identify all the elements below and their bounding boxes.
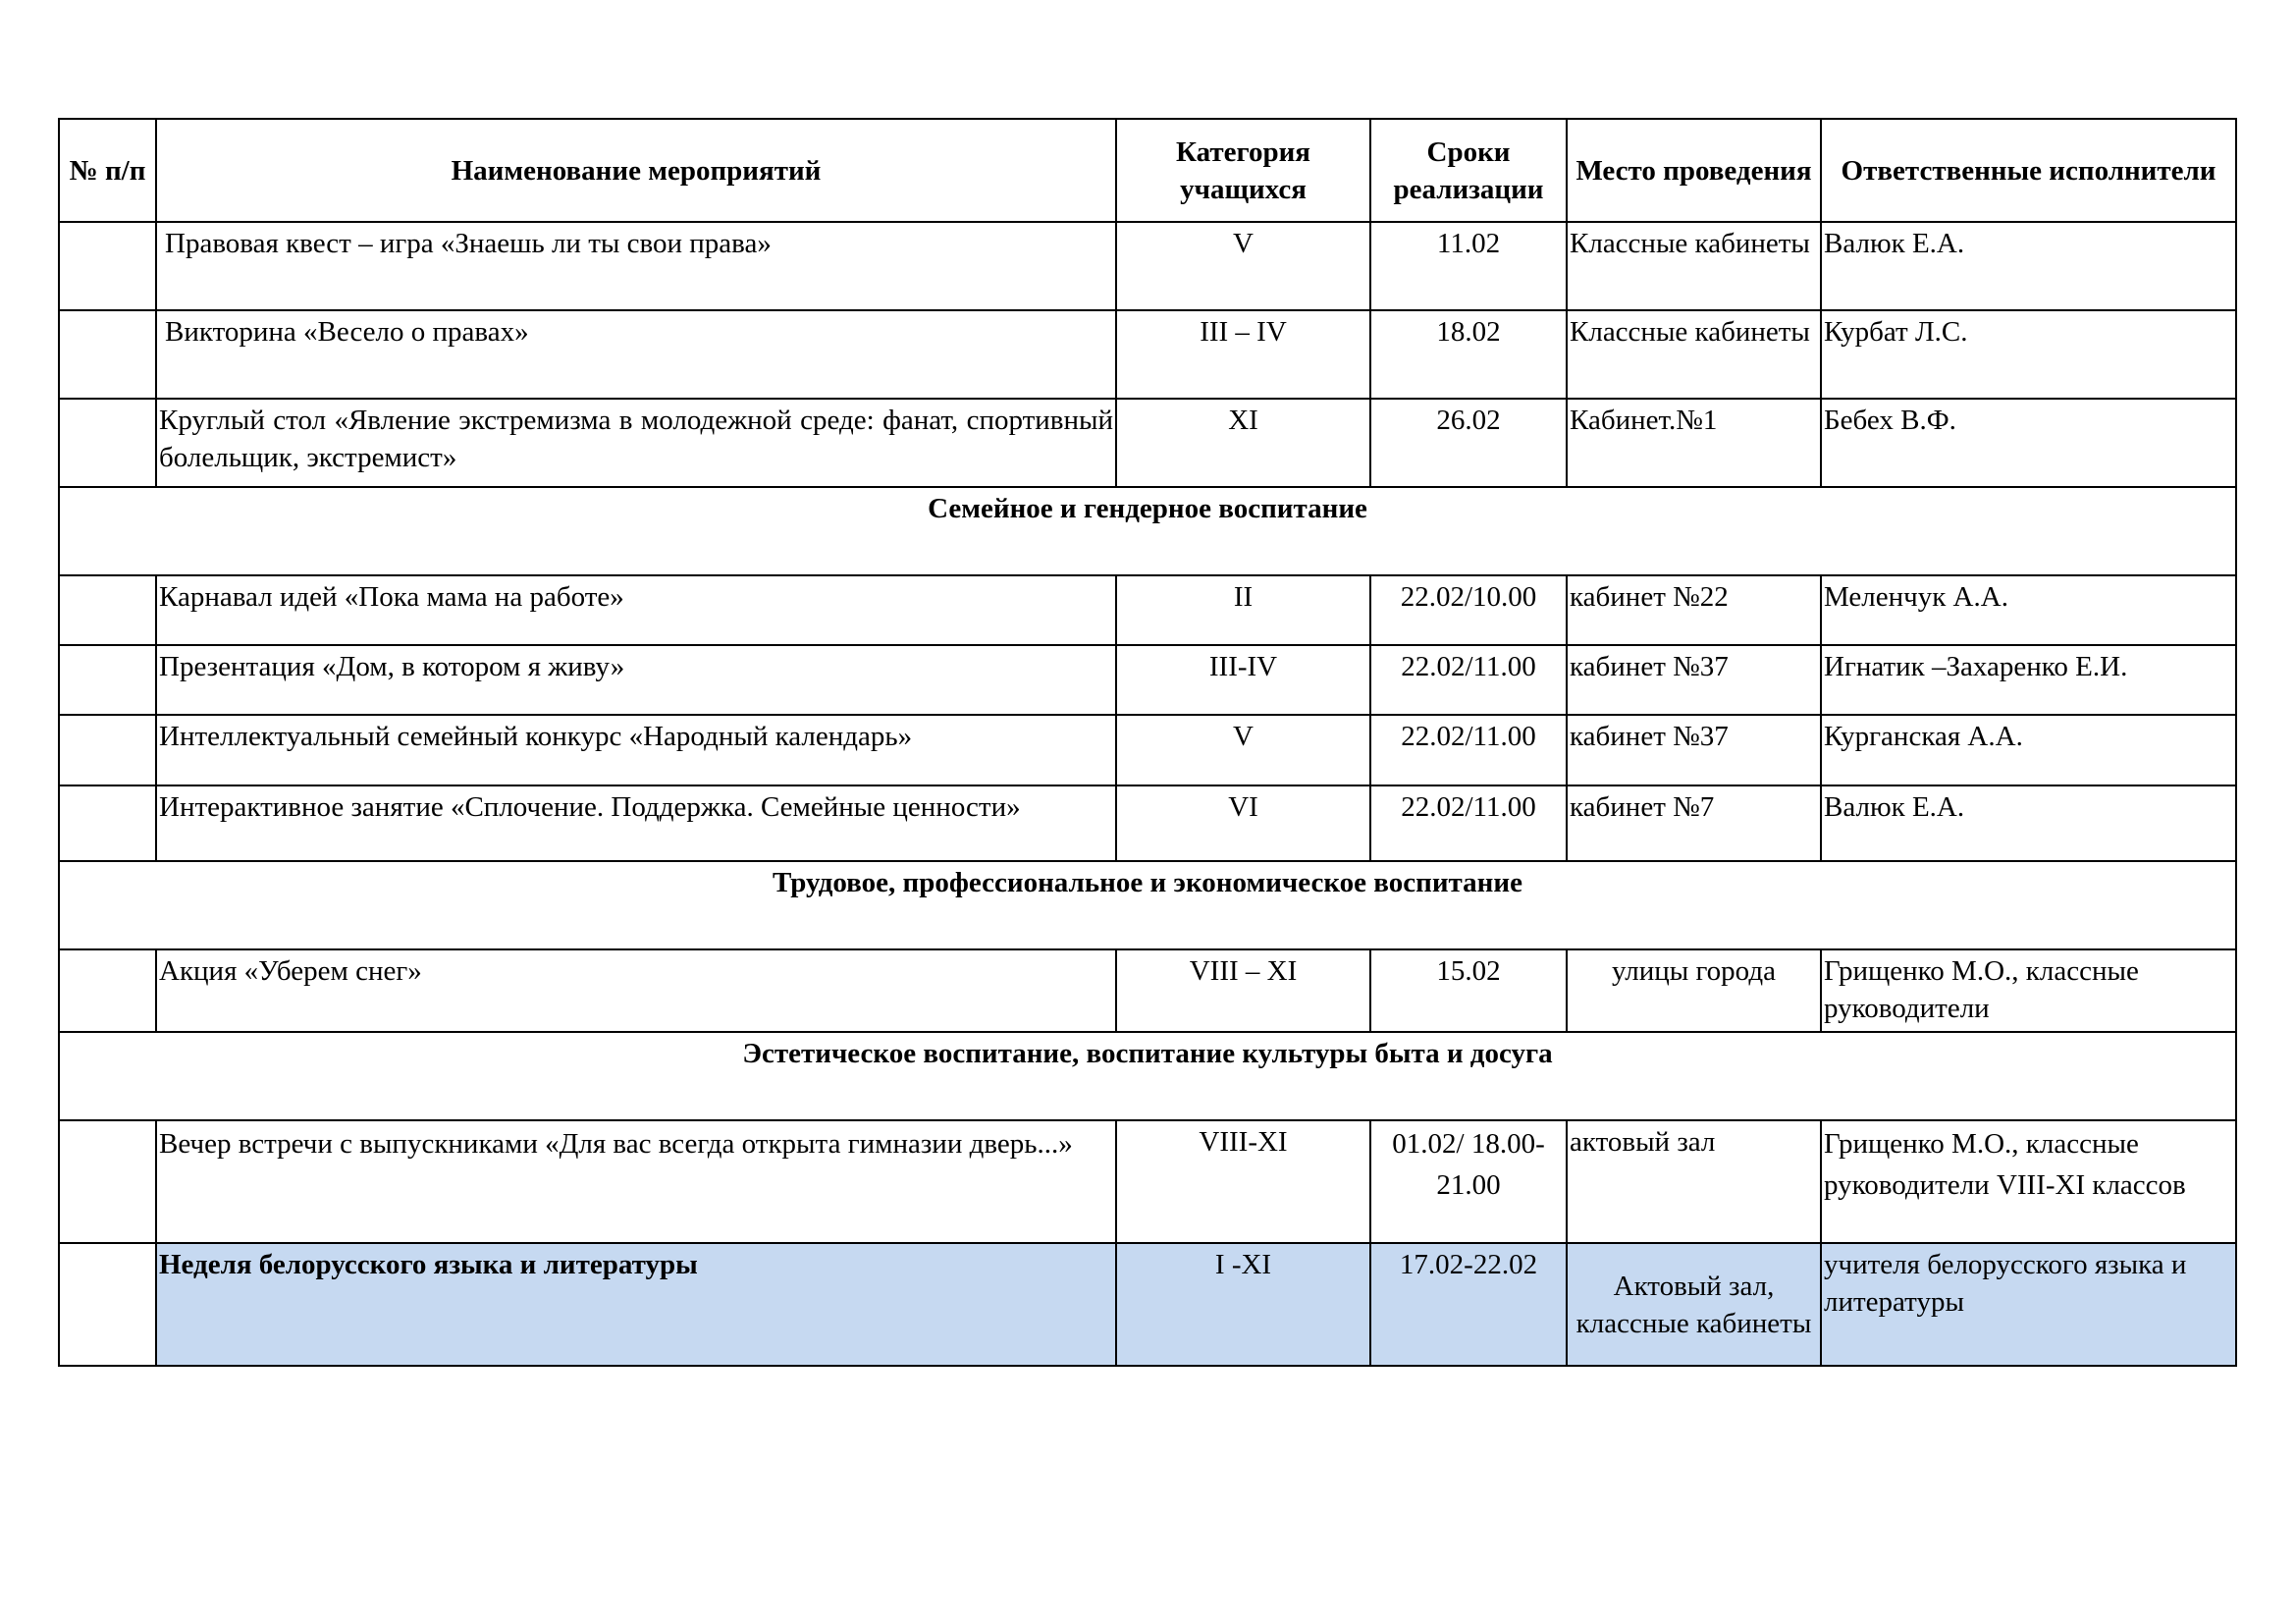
row-number [59,1120,156,1243]
event-location: улицы города [1567,949,1821,1032]
event-date: 22.02/10.00 [1370,575,1567,645]
section-title-family: Семейное и гендерное воспитание [59,487,2236,575]
table-row [59,1120,2236,1243]
event-responsible: Валюк Е.А. [1821,222,2236,310]
student-category: III – IV [1116,310,1370,399]
section-row [59,1032,2236,1120]
event-name: Вечер встречи с выпускниками «Для вас всегда открыта гимназии дверь...» [156,1120,1116,1243]
section-title-aesthetic: Эстетическое воспитание, воспитание культуры быта и досуга [59,1032,2236,1120]
event-location: кабинет №37 [1567,645,1821,715]
event-date: 18.02 [1370,310,1567,399]
event-responsible: Валюк Е.А. [1821,785,2236,861]
row-number [59,645,156,715]
row-number [59,310,156,399]
event-date: 15.02 [1370,949,1567,1032]
table-row [59,310,2236,399]
event-location: Актовый зал, классные кабинеты [1567,1243,1821,1366]
event-date: 26.02 [1370,399,1567,487]
row-number [59,222,156,310]
event-location: кабинет №7 [1567,785,1821,861]
student-category: I -XI [1116,1243,1370,1366]
event-location: Кабинет.№1 [1567,399,1821,487]
header-student-category: Категория учащихся [1116,119,1370,222]
table-row [59,949,2236,1032]
table-row [59,785,2236,861]
event-responsible: Курбат Л.С. [1821,310,2236,399]
event-date: 17.02-22.02 [1370,1243,1567,1366]
header-number: № п/п [59,119,156,222]
table-row [59,399,2236,487]
row-number [59,1243,156,1366]
student-category: XI [1116,399,1370,487]
event-name: Акция «Уберем снег» [156,949,1116,1032]
header-dates: Сроки реализации [1370,119,1567,222]
section-row [59,487,2236,575]
row-number [59,575,156,645]
event-responsible: учителя белорусского языка и литературы [1821,1243,2236,1366]
event-name: Неделя белорусского языка и литературы [156,1243,1116,1366]
event-date: 11.02 [1370,222,1567,310]
table-header-row [59,119,2236,222]
event-location: Классные кабинеты [1567,310,1821,399]
events-plan-table [58,118,2237,1367]
row-number [59,785,156,861]
event-location: кабинет №37 [1567,715,1821,785]
event-responsible: Бебех В.Ф. [1821,399,2236,487]
section-title-labor: Трудовое, профессиональное и экономическое воспитание [59,861,2236,949]
student-category: VIII-XI [1116,1120,1370,1243]
event-name: Правовая квест – игра «Знаешь ли ты свои права» [156,222,1116,310]
event-date: 22.02/11.00 [1370,715,1567,785]
row-number [59,949,156,1032]
event-name: Интерактивное занятие «Сплочение. Поддержка. Семейные ценности» [156,785,1116,861]
table-row [59,222,2236,310]
student-category: VIII – XI [1116,949,1370,1032]
event-responsible: Игнатик –Захаренко Е.И. [1821,645,2236,715]
event-name: Карнавал идей «Пока мама на работе» [156,575,1116,645]
student-category: V [1116,715,1370,785]
table-row [59,645,2236,715]
table-row [59,575,2236,645]
section-row [59,861,2236,949]
event-responsible: Грищенко М.О., классные руководители [1821,949,2236,1032]
header-responsible: Ответственные исполнители [1821,119,2236,222]
header-location: Место проведения [1567,119,1821,222]
event-name: Викторина «Весело о правах» [156,310,1116,399]
header-event-name: Наименование мероприятий [156,119,1116,222]
event-location: кабинет №22 [1567,575,1821,645]
event-name: Презентация «Дом, в котором я живу» [156,645,1116,715]
table-row [59,715,2236,785]
row-number [59,715,156,785]
table-row-highlighted [59,1243,2236,1366]
event-responsible: Меленчук А.А. [1821,575,2236,645]
student-category: III-IV [1116,645,1370,715]
student-category: V [1116,222,1370,310]
event-date: 22.02/11.00 [1370,785,1567,861]
event-date: 22.02/11.00 [1370,645,1567,715]
event-location: Классные кабинеты [1567,222,1821,310]
event-location: актовый зал [1567,1120,1821,1243]
student-category: II [1116,575,1370,645]
event-name: Круглый стол «Явление экстремизма в молодежной среде: фанат, спортивный болельщик, экстремист» [156,399,1116,487]
event-responsible: Курганская А.А. [1821,715,2236,785]
event-date: 01.02/ 18.00-21.00 [1370,1120,1567,1243]
event-responsible: Грищенко М.О., классные руководители VIII-XI классов [1821,1120,2236,1243]
student-category: VI [1116,785,1370,861]
event-name: Интеллектуальный семейный конкурс «Народный календарь» [156,715,1116,785]
row-number [59,399,156,487]
